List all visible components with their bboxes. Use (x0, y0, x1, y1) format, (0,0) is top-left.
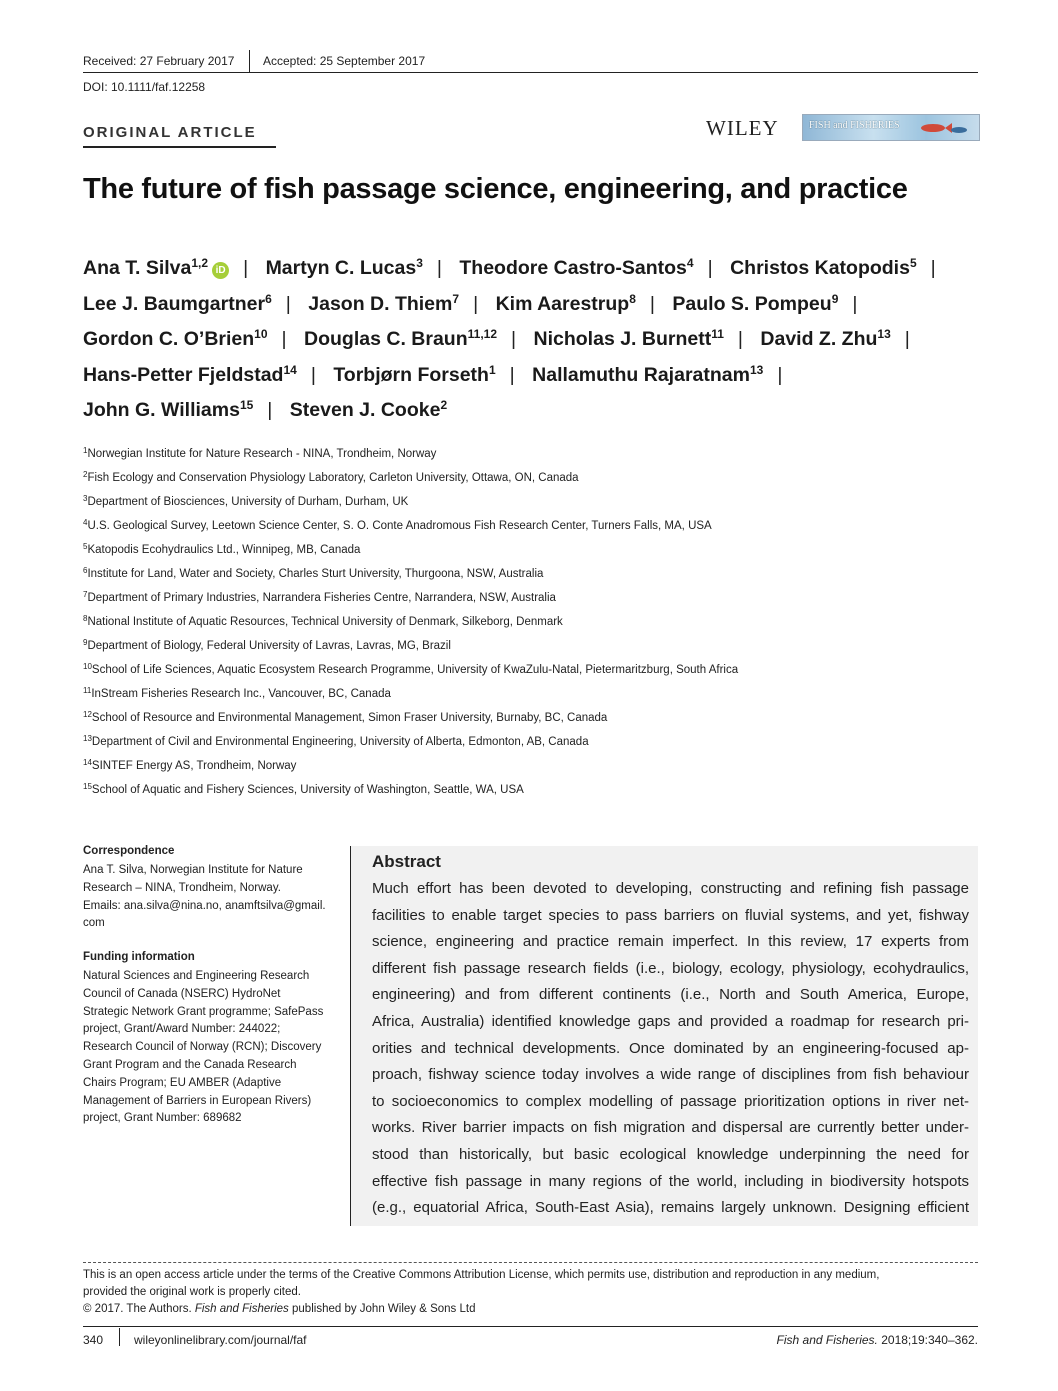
fish-icon (913, 118, 973, 138)
funding-heading: Funding information (83, 951, 195, 963)
correspondence-line: Emails: ana.silva@nina.no, anamftsilva@gmail. (83, 899, 326, 912)
journal-url[interactable]: wileyonlinelibrary.com/journal/faf (134, 1333, 307, 1347)
author-affiliation-ref: 6 (265, 291, 272, 306)
author-name[interactable] (304, 328, 497, 350)
author-affiliation-ref: 14 (283, 362, 297, 377)
affiliation (83, 586, 738, 610)
affiliation (83, 658, 738, 682)
affiliation-number: 2 (83, 470, 88, 479)
license-line-1: This is an open access article under the terms of the Creative Commons Attribution License, which permits use, distribution and reproduction in any medium, (83, 1269, 880, 1281)
affiliation-text: Department of Civil and Environmental Engineering, University of Alberta, Edmonton, AB, Canada (91, 736, 589, 748)
author-affiliation-ref: 11 (711, 327, 724, 341)
author-separator: | (737, 328, 743, 350)
author-name[interactable] (266, 257, 423, 279)
affiliation-number: 6 (83, 566, 88, 575)
affiliation-number: 11 (83, 686, 92, 695)
author-separator: | (243, 257, 249, 279)
author-affiliation-ref: 7 (452, 291, 460, 306)
author-name-text: Douglas C. Braun (304, 328, 468, 350)
author-name[interactable] (83, 328, 268, 350)
footer-divider-vertical (119, 1328, 120, 1346)
correspondence-line: Ana T. Silva, Norwegian Institute for Nature (83, 864, 303, 876)
funding-line: Chairs Program; EU AMBER (Adaptive (83, 1076, 282, 1089)
author-name[interactable] (290, 399, 447, 421)
abstract-line: Much effort has been devoted to developing, constructing and refining fish passage (372, 880, 969, 897)
affiliation-number: 13 (83, 734, 92, 743)
abstract-line: engineering) and from different continents (i.e., North and South America, Europe, (372, 986, 969, 1004)
section-label-underline (83, 146, 276, 148)
license-line-2: provided the original work is properly cited. (83, 1286, 301, 1298)
author-affiliation-ref: 13 (749, 362, 764, 377)
affiliation-text: Norwegian Institute for Nature Research - NINA, Trondheim, Norway (87, 448, 437, 460)
correspondence-line: Research – NINA, Trondheim, Norway. (83, 881, 281, 894)
section-label: ORIGINAL ARTICLE (83, 124, 257, 141)
correspondence-heading: Correspondence (83, 845, 175, 857)
publisher-logo: WILEY (706, 116, 779, 140)
affiliation (83, 706, 738, 730)
affiliation (83, 466, 738, 490)
license-text (83, 1267, 978, 1318)
abstract-line: (e.g., equatorial Africa, South-East Asia), remains largely unknown. Designing efficient (372, 1199, 969, 1217)
affiliation-number: 7 (83, 590, 88, 599)
funding-line: Management of Barriers in European Rivers) (83, 1094, 312, 1107)
author-name[interactable] (672, 293, 838, 315)
citation-journal: Fish and Fisheries. (776, 1333, 878, 1347)
affiliation-text: Fish Ecology and Conservation Physiology Laboratory, Carleton University, Ottawa, ON, Canada (87, 472, 579, 484)
author-affiliation-ref: 8 (629, 291, 636, 306)
author-name[interactable] (83, 257, 229, 279)
abstract-line: proach, fishway science today involves a wide range of disciplines from fish behaviour (372, 1066, 969, 1084)
correspondence-text (83, 862, 341, 933)
author-name-text: Lee J. Baumgartner (83, 292, 266, 315)
affiliation-number: 14 (83, 758, 92, 767)
abstract-line: works. River barrier impacts on fish migration and dispersal are currently better under- (372, 1119, 969, 1137)
abstract-text (372, 876, 969, 1222)
author-affiliation-ref: 3 (416, 256, 423, 270)
affiliation (83, 730, 738, 754)
affiliation-text: School of Life Sciences, Aquatic Ecosystem Research Programme, University of KwaZulu-Natal, Pietermaritzburg, South Africa (91, 664, 739, 676)
affiliation-text: Department of Primary Industries, Narrandera Fisheries Centre, Narrandera, NSW, Australia (87, 592, 556, 604)
author-name-text: John G. Williams (83, 399, 240, 421)
affiliation-number: 5 (83, 542, 88, 551)
affiliation (83, 610, 738, 634)
affiliation-number: 8 (83, 614, 88, 623)
footnote-divider (83, 1262, 978, 1263)
author-separator: | (777, 363, 783, 386)
author-name[interactable] (333, 364, 495, 386)
author-separator: | (285, 292, 291, 315)
doi: DOI: 10.1111/faf.12258 (83, 80, 206, 94)
affiliation-text: School of Aquatic and Fishery Sciences, University of Washington, Seattle, WA, USA (91, 784, 524, 796)
abstract-line: science, engineering and practice remain imperfect. In this review, 17 experts from (372, 933, 969, 951)
affiliation-text: InStream Fisheries Research Inc., Vancouver, BC, Canada (91, 688, 391, 700)
abstract-line: facilities to enable target species to pass barriers on fluvial systems, and yet, fishway (372, 906, 969, 924)
funding-line: Natural Sciences and Engineering Research (83, 970, 310, 982)
author-affiliation-ref: 11,12 (467, 327, 498, 341)
abstract-line: effective fish passage in many regions of the world, including in biodiversity hotspots (372, 1172, 969, 1190)
author-name-text: Gordon C. O’Brien (83, 328, 255, 350)
affiliation (83, 778, 738, 802)
header-rule (83, 72, 978, 73)
author-name[interactable] (532, 364, 763, 386)
orcid-icon[interactable]: iD (212, 262, 229, 279)
affiliation (83, 682, 738, 706)
author-separator: | (930, 257, 936, 279)
author-name-text: Torbjørn Forseth (333, 363, 489, 386)
article-title: The future of fish passage science, engineering, and practice (83, 173, 908, 205)
copyright-suffix: published by John Wiley & Sons Ltd (292, 1303, 476, 1315)
funding-line: Grant Program and the Canada Research (83, 1058, 297, 1071)
affiliation-text: Katopodis Ecohydraulics Ltd., Winnipeg, MB, Canada (87, 544, 361, 556)
citation (777, 1333, 978, 1347)
citation-volume: 2018;19:340–362. (881, 1333, 978, 1347)
affiliation-text: Department of Biosciences, University of Durham, Durham, UK (87, 496, 409, 508)
affiliation-number: 10 (83, 662, 92, 671)
author-affiliation-ref: 15 (239, 398, 254, 412)
author-name[interactable] (459, 257, 693, 279)
copyright-journal: Fish and Fisheries (194, 1303, 289, 1315)
author-separator: | (473, 292, 479, 315)
author-name-text: Jason D. Thiem (308, 292, 453, 315)
abstract-line: orities and technical developments. Once dominated by an engineering-focused ap- (372, 1039, 969, 1057)
abstract-line: to socioeconomics to complex modelling of passage prioritization options in river net- (372, 1092, 969, 1110)
author-separator: | (267, 399, 273, 421)
author-separator: | (649, 292, 655, 315)
author-name[interactable] (83, 364, 297, 386)
header-divider-vertical (249, 50, 250, 72)
author-name-text: Christos Katopodis (730, 257, 910, 279)
author-name-text: Hans-Petter Fjeldstad (83, 363, 284, 386)
copyright-line (83, 1301, 978, 1318)
affiliation (83, 538, 738, 562)
author-name-text: Martyn C. Lucas (265, 257, 417, 279)
affiliation-text: U.S. Geological Survey, Leetown Science Center, S. O. Conte Anadromous Fish Research Center, Turners Falls, MA, USA (87, 520, 712, 532)
author-separator: | (436, 257, 442, 279)
author-name-text: Theodore Castro-Santos (459, 257, 687, 279)
author-name-text: Nallamuthu Rajaratnam (532, 363, 750, 386)
affiliation (83, 442, 738, 466)
author-separator: | (707, 257, 713, 279)
author-name[interactable] (83, 399, 253, 421)
received-date: Received: 27 February 2017 (83, 54, 235, 68)
affiliation-text: Institute for Land, Water and Society, Charles Sturt University, Thurgoona, NSW, Australia (87, 568, 544, 580)
author-name-text: David Z. Zhu (760, 328, 878, 350)
author-affiliation-ref: 10 (254, 327, 268, 341)
author-affiliation-ref: 1 (488, 362, 496, 377)
author-separator: | (511, 328, 517, 350)
funding-line: Council of Canada (NSERC) HydroNet (83, 987, 281, 1000)
funding-line: project, Grant/Award Number: 244022; (83, 1023, 281, 1036)
affiliation (83, 754, 738, 778)
affiliation-number: 12 (83, 710, 92, 719)
affiliation (83, 514, 738, 538)
author-affiliation-ref: 5 (909, 256, 917, 270)
author-affiliation-ref: 1,2 (191, 256, 209, 270)
affiliation (83, 562, 738, 586)
affiliation-number: 4 (83, 518, 88, 527)
funding-line: project, Grant Number: 689682 (83, 1112, 242, 1125)
author-name[interactable] (730, 257, 917, 279)
affiliation-text: Department of Biology, Federal University of Lavras, Lavras, MG, Brazil (87, 640, 451, 652)
author-name[interactable] (308, 293, 459, 315)
abstract-line: Africa, Australia) identified knowledge gaps and provided a roadmap for research pri- (372, 1012, 969, 1030)
abstract-line: different fish passage research fields (i.e., biology, ecology, physiology, ecohydraulics, (372, 959, 969, 977)
author-separator: | (509, 363, 515, 386)
abstract-line: stood than historically, but basic ecological knowledge underpinning the need for (372, 1145, 969, 1163)
author-affiliation-ref: 4 (686, 256, 694, 270)
author-name-text: Ana T. Silva (83, 257, 192, 279)
page-number: 340 (83, 1333, 104, 1347)
affiliation-text: National Institute of Aquatic Resources, Technical University of Denmark, Silkeborg, Denmark (87, 616, 563, 628)
author-name-text: Steven J. Cooke (289, 399, 441, 421)
affiliation-number: 3 (83, 494, 88, 503)
affiliation-text: School of Resource and Environmental Management, Simon Fraser University, Burnaby, BC, Canada (91, 712, 608, 724)
author-affiliation-ref: 2 (440, 398, 448, 412)
affiliation-number: 9 (83, 638, 88, 647)
author-name[interactable] (534, 328, 724, 350)
author-name-text: Paulo S. Pompeu (672, 292, 832, 315)
abstract-heading: Abstract (372, 852, 441, 871)
author-separator: | (904, 328, 910, 350)
footer-rule (83, 1326, 978, 1327)
affiliation-list (83, 442, 738, 802)
author-name[interactable] (760, 328, 890, 350)
journal-logo-text: FISH and FISHERIES (809, 120, 900, 131)
affiliation-text: SINTEF Energy AS, Trondheim, Norway (91, 760, 297, 772)
author-list (83, 251, 983, 429)
accepted-date: Accepted: 25 September 2017 (263, 54, 426, 68)
author-name-text: Nicholas J. Burnett (533, 328, 712, 350)
author-name[interactable] (83, 293, 272, 315)
funding-line: Research Council of Norway (RCN); Discovery (83, 1041, 322, 1054)
journal-logo (802, 114, 980, 141)
copyright-prefix: © 2017. The Authors. (83, 1303, 192, 1315)
author-separator: | (310, 363, 316, 386)
affiliation-number: 1 (83, 446, 88, 455)
author-name[interactable] (496, 293, 636, 315)
affiliation (83, 634, 738, 658)
correspondence-line: com (83, 917, 105, 930)
author-affiliation-ref: 13 (877, 327, 891, 341)
author-name-text: Kim Aarestrup (495, 292, 630, 315)
funding-line: Strategic Network Grant programme; SafePass (83, 1005, 324, 1018)
author-separator: | (281, 328, 287, 350)
funding-text (83, 968, 341, 1128)
author-separator: | (852, 292, 858, 315)
affiliation-number: 15 (83, 782, 92, 791)
author-affiliation-ref: 9 (831, 291, 839, 306)
affiliation (83, 490, 738, 514)
